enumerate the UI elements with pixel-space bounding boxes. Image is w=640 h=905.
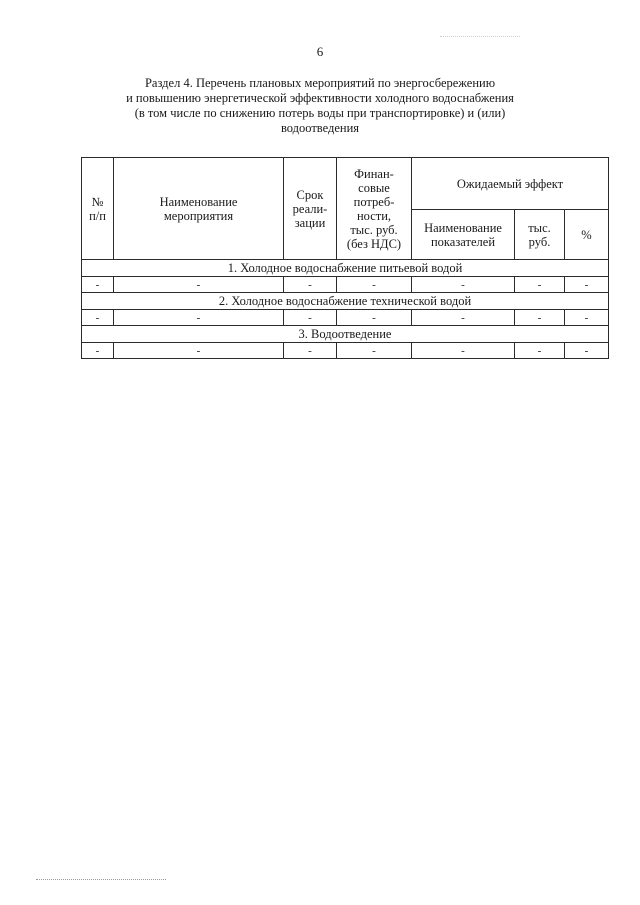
header-finance: Финан- совые потреб- ности, тыс. руб. (без НДС) <box>337 158 412 260</box>
cell-name: - <box>114 277 284 293</box>
title-line: водоотведения <box>280 121 360 135</box>
cell-num: - <box>82 343 114 359</box>
cell-period: - <box>284 277 337 293</box>
cell-num: - <box>82 277 114 293</box>
table-row <box>82 343 609 359</box>
section-title-cell: 2. Холодное водоснабжение технической водой <box>82 293 609 310</box>
cell-period: - <box>284 343 337 359</box>
header-row <box>82 158 609 210</box>
section-title-cell: 3. Водоотведение <box>82 326 609 343</box>
cell-indicator: - <box>412 277 515 293</box>
section-row <box>82 293 609 310</box>
section-title <box>90 76 550 136</box>
section-row <box>82 326 609 343</box>
cell-percent: - <box>565 343 609 359</box>
header-name: Наименование мероприятия <box>114 158 284 260</box>
title-line: (в том числе по снижению потерь воды при транспортировке) и (или) <box>134 106 506 120</box>
header-thousand-rub: тыс. руб. <box>515 210 565 260</box>
section-row <box>82 260 609 277</box>
scan-marks <box>440 36 520 37</box>
header-indicator: Наименование показателей <box>412 210 515 260</box>
section-title-cell: 1. Холодное водоснабжение питьевой водой <box>82 260 609 277</box>
title-line: Раздел 4. Перечень плановых мероприятий по энергосбережению <box>144 76 496 90</box>
table-row <box>82 310 609 326</box>
header-num: № п/п <box>82 158 114 260</box>
cell-indicator: - <box>412 343 515 359</box>
title-line: и повышению энергетической эффективности холодного водоснабжения <box>126 91 514 105</box>
cell-percent: - <box>565 310 609 326</box>
cell-name: - <box>114 343 284 359</box>
cell-finance: - <box>337 277 412 293</box>
scan-footer-marks <box>36 879 166 880</box>
cell-finance: - <box>337 310 412 326</box>
table-row <box>82 277 609 293</box>
cell-thousand-rub: - <box>515 277 565 293</box>
page-number: 6 <box>316 44 324 59</box>
header-effect: Ожидаемый эффект <box>412 158 609 210</box>
cell-indicator: - <box>412 310 515 326</box>
cell-thousand-rub: - <box>515 310 565 326</box>
cell-percent: - <box>565 277 609 293</box>
cell-finance: - <box>337 343 412 359</box>
header-period: Срок реали- зации <box>284 158 337 260</box>
header-percent: % <box>565 210 609 260</box>
cell-num: - <box>82 310 114 326</box>
cell-thousand-rub: - <box>515 343 565 359</box>
cell-period: - <box>284 310 337 326</box>
cell-name: - <box>114 310 284 326</box>
measures-table <box>81 157 609 359</box>
